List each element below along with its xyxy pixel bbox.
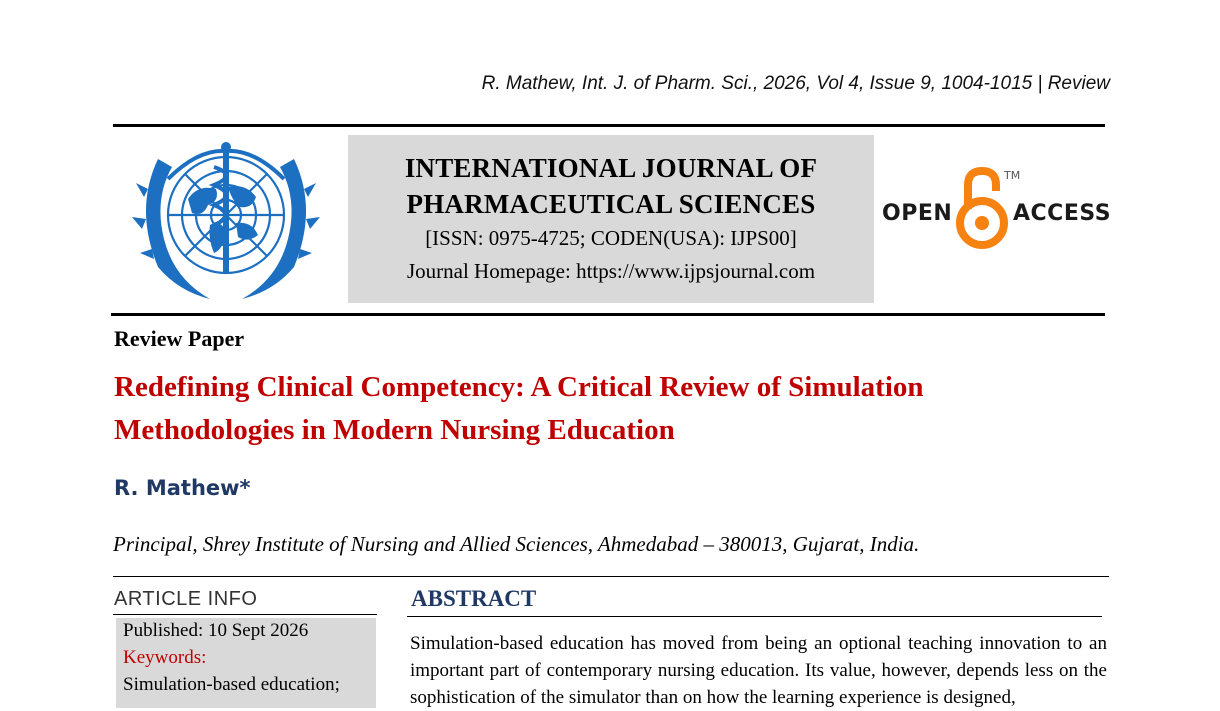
abstract-rule: [407, 616, 1102, 617]
header-rule-bottom: [111, 313, 1105, 316]
section-divider: [113, 576, 1109, 577]
journal-homepage[interactable]: Journal Homepage: https://www.ijpsjournal.com: [406, 259, 816, 283]
article-info-heading: ARTICLE INFO: [114, 588, 258, 610]
paper-title: Redefining Clinical Competency: A Critical Review of Simulation Methodologies in Modern Nursing Education: [114, 371, 924, 446]
author-affiliation: Principal, Shrey Institute of Nursing and Allied Sciences, Ahmedabad – 380013, Gujarat, India.: [113, 532, 920, 556]
abstract-heading: ABSTRACT: [411, 586, 537, 611]
published-date: Published: 10 Sept 2026: [123, 620, 309, 641]
keyword-item: Simulation-based education;: [123, 674, 340, 695]
abstract-text: Simulation-based education has moved from being an optional teaching innovation to an important part of contemporary nursing education. Its value, however, depends less on the sophistication of the simulator than on how the learning experience is designed,: [410, 633, 1107, 708]
open-access-right-text: ACCESS: [1013, 201, 1112, 226]
journal-issn: [ISSN: 0975-4725; CODEN(USA): IJPS00]: [425, 226, 797, 250]
open-access-left-text: OPEN: [882, 201, 953, 226]
journal-title-line2: PHARMACEUTICAL SCIENCES: [406, 189, 816, 219]
journal-title-line1: INTERNATIONAL JOURNAL OF: [404, 153, 818, 183]
citation-line: R. Mathew, Int. J. of Pharm. Sci., 2026, Vol 4, Issue 9, 1004-1015 | Review: [481, 73, 1110, 94]
trademark-mark: TM: [1004, 169, 1021, 182]
open-access-badge: [880, 165, 1110, 255]
paper-type: Review Paper: [114, 326, 245, 351]
globe-caduceus-emblem-icon: [128, 139, 324, 305]
author-name[interactable]: R. Mathew*: [114, 476, 251, 500]
header-rule-top: [113, 124, 1105, 127]
article-info-rule: [113, 614, 377, 615]
journal-masthead: [348, 135, 874, 303]
keywords-label: Keywords:: [123, 647, 207, 668]
